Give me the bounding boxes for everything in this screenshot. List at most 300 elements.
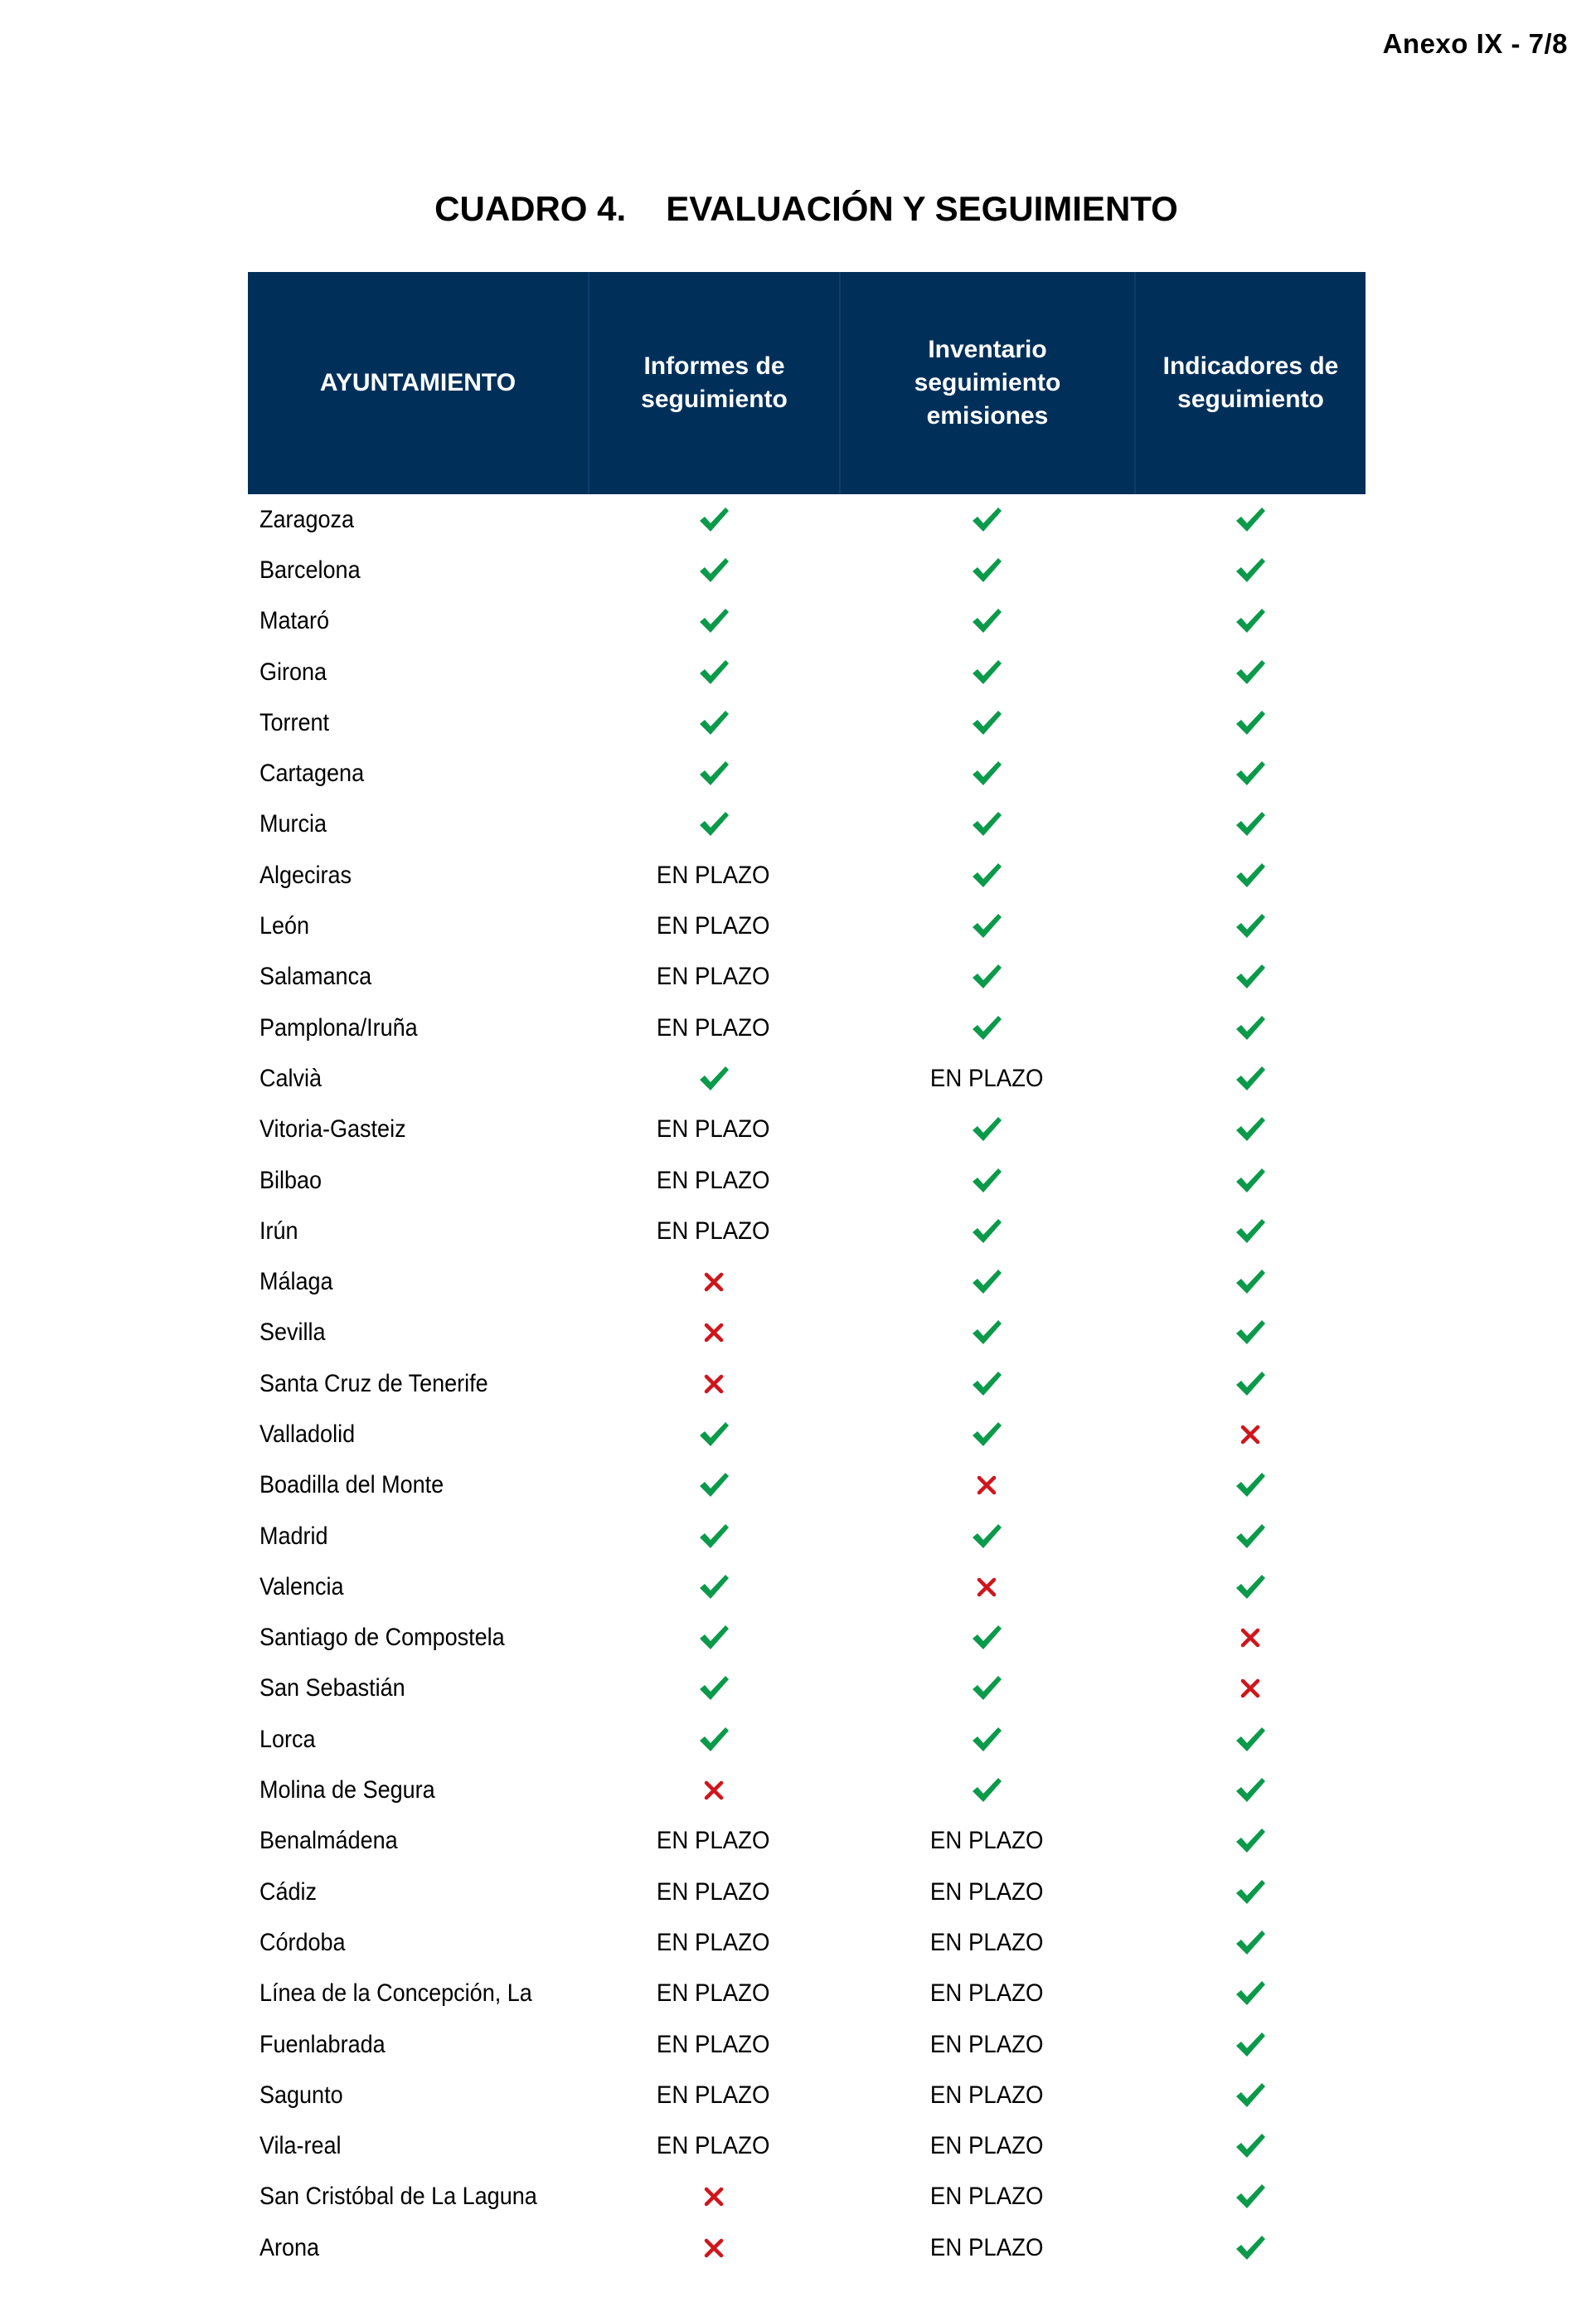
- status-text: EN PLAZO: [657, 1827, 770, 1855]
- status-text: EN PLAZO: [657, 1166, 770, 1194]
- check-icon: [970, 1672, 1003, 1705]
- table-row: [248, 901, 1366, 951]
- municipality-name: Barcelona: [260, 556, 361, 584]
- informes-cell: [588, 2121, 839, 2172]
- page-label: Anexo IX - 7/8: [1382, 28, 1568, 59]
- inventario-cell: [839, 1308, 1134, 1358]
- municipality-cell: [248, 1714, 588, 1765]
- informes-cell: [588, 1053, 839, 1104]
- check-icon: [1234, 1774, 1267, 1807]
- check-icon: [1234, 859, 1267, 892]
- informes-cell: [588, 1409, 839, 1459]
- municipality-name: Santa Cruz de Tenerife: [260, 1369, 488, 1397]
- cross-icon: [701, 2184, 726, 2209]
- check-icon: [970, 1367, 1003, 1401]
- municipality-name: Irún: [260, 1217, 298, 1245]
- table-row: [248, 1358, 1366, 1409]
- check-icon: [1234, 707, 1267, 740]
- column-header-inventario: Inventario seguimiento emisiones: [839, 272, 1134, 494]
- check-icon: [697, 707, 730, 740]
- informes-cell: [588, 1105, 839, 1155]
- indicadores-cell: [1134, 1613, 1366, 1663]
- status-text: EN PLAZO: [657, 861, 770, 889]
- informes-cell: [588, 494, 839, 545]
- indicadores-cell: [1134, 1053, 1366, 1104]
- municipality-cell: [248, 2019, 588, 2070]
- table-row: [248, 697, 1366, 748]
- check-icon: [697, 605, 730, 638]
- municipality-name: Madrid: [260, 1522, 328, 1550]
- status-text: EN PLAZO: [929, 1928, 1044, 1956]
- municipality-cell: [248, 1053, 588, 1104]
- inventario-cell: [839, 799, 1134, 850]
- table-title: EVALUACIÓN Y SEGUIMIENTO: [666, 189, 1178, 228]
- table-row: [248, 596, 1366, 647]
- check-icon: [1234, 1316, 1267, 1349]
- status-text: EN PLAZO: [929, 1877, 1044, 1906]
- table-row: [248, 1460, 1366, 1511]
- municipality-name: Murcia: [260, 810, 327, 838]
- check-icon: [1234, 2130, 1267, 2163]
- inventario-cell: [839, 1206, 1134, 1256]
- check-icon: [970, 1164, 1003, 1197]
- municipality-cell: [248, 1105, 588, 1155]
- municipality-name: Zaragoza: [260, 505, 355, 533]
- inventario-cell: [839, 1053, 1134, 1104]
- cross-icon: [974, 1575, 999, 1600]
- check-icon: [970, 1621, 1003, 1654]
- inventario-cell: [839, 647, 1134, 697]
- status-text: EN PLAZO: [657, 912, 770, 940]
- check-icon: [1234, 656, 1267, 689]
- municipality-name: Valladolid: [260, 1420, 356, 1448]
- check-icon: [970, 1215, 1003, 1248]
- informes-cell: [588, 2172, 839, 2222]
- table-row: [248, 799, 1366, 850]
- informes-cell: [588, 1256, 839, 1307]
- indicadores-cell: [1134, 494, 1366, 545]
- inventario-cell: [839, 1816, 1134, 1867]
- check-icon: [697, 1418, 730, 1451]
- informes-cell: [588, 1308, 839, 1358]
- status-text: EN PLAZO: [929, 1827, 1044, 1855]
- status-text: EN PLAZO: [657, 1217, 770, 1245]
- table-body: [248, 494, 1366, 2273]
- indicadores-cell: [1134, 1714, 1366, 1765]
- status-text: EN PLAZO: [929, 2233, 1044, 2261]
- status-text: EN PLAZO: [929, 1064, 1044, 1092]
- informes-cell: [588, 1358, 839, 1409]
- municipality-cell: [248, 1256, 588, 1307]
- check-icon: [970, 1316, 1003, 1349]
- informes-cell: [588, 1511, 839, 1561]
- indicadores-cell: [1134, 850, 1366, 901]
- check-icon: [697, 1520, 730, 1553]
- indicadores-cell: [1134, 1308, 1366, 1358]
- indicadores-cell: [1134, 596, 1366, 647]
- informes-cell: [588, 1867, 839, 1917]
- check-icon: [697, 1672, 730, 1705]
- check-icon: [1234, 1215, 1267, 1248]
- table-row: [248, 1765, 1366, 1815]
- check-icon: [1234, 554, 1267, 587]
- informes-cell: [588, 1561, 839, 1612]
- table-row: [248, 1256, 1366, 1307]
- table-row: [248, 2172, 1366, 2222]
- municipality-name: Vila-real: [260, 2132, 342, 2160]
- municipality-cell: [248, 647, 588, 697]
- check-icon: [1234, 1723, 1267, 1756]
- indicadores-cell: [1134, 2070, 1366, 2120]
- inventario-cell: [839, 2172, 1134, 2222]
- informes-cell: [588, 901, 839, 951]
- municipality-cell: [248, 596, 588, 647]
- municipality-cell: [248, 748, 588, 799]
- municipality-name: Arona: [260, 2233, 320, 2261]
- municipality-cell: [248, 2172, 588, 2222]
- inventario-cell: [839, 2070, 1134, 2120]
- status-text: EN PLAZO: [657, 2081, 770, 2109]
- cross-icon: [701, 1372, 726, 1396]
- municipality-name: León: [260, 912, 310, 940]
- municipality-cell: [248, 850, 588, 901]
- indicadores-cell: [1134, 697, 1366, 748]
- municipality-name: Salamanca: [260, 963, 372, 991]
- municipality-cell: [248, 1969, 588, 2019]
- indicadores-cell: [1134, 1816, 1366, 1867]
- municipality-cell: [248, 1765, 588, 1815]
- cross-icon: [1238, 1625, 1263, 1650]
- table-row: [248, 952, 1366, 1003]
- check-icon: [970, 1265, 1003, 1299]
- municipality-cell: [248, 2070, 588, 2120]
- municipality-cell: [248, 494, 588, 545]
- check-icon: [1234, 808, 1267, 841]
- indicadores-cell: [1134, 1409, 1366, 1459]
- check-icon: [970, 707, 1003, 740]
- municipality-name: Molina de Segura: [260, 1776, 435, 1804]
- table-row: [248, 1561, 1366, 1612]
- inventario-cell: [839, 748, 1134, 799]
- status-text: EN PLAZO: [657, 2132, 770, 2160]
- table-row: [248, 1308, 1366, 1358]
- municipality-name: Valencia: [260, 1572, 344, 1600]
- inventario-cell: [839, 1663, 1134, 1714]
- inventario-cell: [839, 1765, 1134, 1815]
- table-row: [248, 1155, 1366, 1206]
- check-icon: [970, 605, 1003, 638]
- inventario-cell: [839, 1358, 1134, 1409]
- municipality-cell: [248, 1816, 588, 1867]
- municipality-cell: [248, 1867, 588, 1917]
- inventario-cell: [839, 697, 1134, 748]
- informes-cell: [588, 799, 839, 850]
- municipality-name: Lorca: [260, 1725, 316, 1753]
- municipality-cell: [248, 1613, 588, 1663]
- check-icon: [1234, 605, 1267, 638]
- status-text: EN PLAZO: [657, 1928, 770, 1956]
- table-row: [248, 2019, 1366, 2070]
- municipality-name: Calvià: [260, 1064, 323, 1092]
- indicadores-cell: [1134, 1256, 1366, 1307]
- inventario-cell: [839, 1460, 1134, 1511]
- indicadores-cell: [1134, 1969, 1366, 2019]
- table-row: [248, 1816, 1366, 1867]
- informes-cell: [588, 1714, 839, 1765]
- cross-icon: [701, 2236, 726, 2261]
- inventario-cell: [839, 952, 1134, 1003]
- check-icon: [697, 1571, 730, 1604]
- column-header-ayuntamiento: AYUNTAMIENTO: [319, 369, 517, 396]
- municipality-name: Pamplona/Iruña: [260, 1013, 418, 1042]
- municipality-name: Benalmádena: [260, 1827, 398, 1855]
- status-text: EN PLAZO: [657, 963, 770, 991]
- check-icon: [970, 656, 1003, 689]
- table-row: [248, 1003, 1366, 1053]
- inventario-cell: [839, 545, 1134, 595]
- evaluation-table: [248, 272, 1366, 2273]
- status-text: EN PLAZO: [929, 2132, 1044, 2160]
- check-icon: [1234, 757, 1267, 790]
- check-icon: [697, 1062, 730, 1095]
- check-icon: [1234, 2180, 1267, 2213]
- municipality-cell: [248, 799, 588, 850]
- municipality-name: Sagunto: [260, 2081, 343, 2109]
- municipality-name: Cádiz: [260, 1877, 318, 1906]
- municipality-name: Fuenlabrada: [260, 2030, 386, 2058]
- inventario-cell: [839, 2121, 1134, 2172]
- indicadores-cell: [1134, 1460, 1366, 1511]
- indicadores-cell: [1134, 2019, 1366, 2070]
- indicadores-cell: [1134, 952, 1366, 1003]
- table-row: [248, 1206, 1366, 1256]
- check-icon: [697, 554, 730, 587]
- check-icon: [970, 1113, 1003, 1146]
- status-text: EN PLAZO: [929, 2183, 1044, 2211]
- indicadores-cell: [1134, 748, 1366, 799]
- municipality-cell: [248, 2121, 588, 2172]
- municipality-cell: [248, 952, 588, 1003]
- table-row: [248, 1714, 1366, 1765]
- check-icon: [970, 503, 1003, 537]
- cross-icon: [974, 1473, 999, 1498]
- check-icon: [1234, 910, 1267, 943]
- table-number: CUADRO 4.: [434, 189, 627, 228]
- informes-cell: [588, 1206, 839, 1256]
- indicadores-cell: [1134, 1358, 1366, 1409]
- informes-cell: [588, 647, 839, 697]
- municipality-name: Boadilla del Monte: [260, 1471, 444, 1499]
- municipality-cell: [248, 2222, 588, 2273]
- check-icon: [1234, 1012, 1267, 1045]
- municipality-name: Línea de la Concepción, La: [260, 1979, 532, 2008]
- status-text: EN PLAZO: [929, 2030, 1044, 2058]
- status-text: EN PLAZO: [657, 1013, 770, 1042]
- indicadores-cell: [1134, 799, 1366, 850]
- municipality-name: Cartagena: [260, 760, 365, 788]
- check-icon: [1234, 1469, 1267, 1502]
- municipality-name: Algeciras: [260, 861, 352, 889]
- status-text: EN PLAZO: [929, 2081, 1044, 2109]
- check-icon: [1234, 503, 1267, 537]
- check-icon: [697, 808, 730, 841]
- indicadores-cell: [1134, 1867, 1366, 1917]
- informes-cell: [588, 1765, 839, 1815]
- table-row: [248, 2070, 1366, 2120]
- indicadores-cell: [1134, 1765, 1366, 1815]
- municipality-cell: [248, 1206, 588, 1256]
- indicadores-cell: [1134, 2121, 1366, 2172]
- check-icon: [1234, 1977, 1267, 2010]
- informes-cell: [588, 1460, 839, 1511]
- indicadores-cell: [1134, 1003, 1366, 1053]
- table-row: [248, 748, 1366, 799]
- inventario-cell: [839, 1409, 1134, 1459]
- check-icon: [970, 1723, 1003, 1756]
- table-row: [248, 1613, 1366, 1663]
- table-row: [248, 1105, 1366, 1155]
- municipality-name: Mataró: [260, 607, 330, 635]
- check-icon: [970, 757, 1003, 790]
- municipality-name: Málaga: [260, 1268, 333, 1296]
- inventario-cell: [839, 596, 1134, 647]
- municipality-name: Vitoria-Gasteiz: [260, 1115, 406, 1144]
- inventario-cell: [839, 1969, 1134, 2019]
- column-header-indicadores: Indicadores de seguimiento: [1134, 272, 1366, 494]
- informes-cell: [588, 1663, 839, 1714]
- indicadores-cell: [1134, 1511, 1366, 1561]
- informes-cell: [588, 697, 839, 748]
- check-icon: [1234, 1265, 1267, 1299]
- check-icon: [1234, 1571, 1267, 1604]
- indicadores-cell: [1134, 1155, 1366, 1206]
- check-icon: [970, 960, 1003, 993]
- informes-cell: [588, 2070, 839, 2120]
- municipality-cell: [248, 901, 588, 951]
- informes-cell: [588, 1969, 839, 2019]
- cross-icon: [1238, 1422, 1263, 1447]
- informes-cell: [588, 2019, 839, 2070]
- informes-cell: [588, 2222, 839, 2273]
- informes-cell: [588, 1613, 839, 1663]
- check-icon: [1234, 1876, 1267, 1909]
- municipality-cell: [248, 1460, 588, 1511]
- check-icon: [697, 503, 730, 537]
- inventario-cell: [839, 1917, 1134, 1968]
- cross-icon: [701, 1778, 726, 1803]
- municipality-name: San Sebastián: [260, 1674, 405, 1702]
- check-icon: [970, 910, 1003, 943]
- municipality-name: Santiago de Compostela: [260, 1624, 505, 1652]
- check-icon: [1234, 2028, 1267, 2062]
- check-icon: [970, 1774, 1003, 1807]
- check-icon: [1234, 2232, 1267, 2265]
- municipality-name: Torrent: [260, 708, 330, 736]
- inventario-cell: [839, 1511, 1134, 1561]
- table-row: [248, 1409, 1366, 1459]
- check-icon: [1234, 2079, 1267, 2112]
- check-icon: [697, 1469, 730, 1502]
- indicadores-cell: [1134, 1663, 1366, 1714]
- inventario-cell: [839, 1003, 1134, 1053]
- inventario-cell: [839, 1714, 1134, 1765]
- municipality-cell: [248, 1358, 588, 1409]
- check-icon: [1234, 960, 1267, 993]
- informes-cell: [588, 1003, 839, 1053]
- table-row: [248, 1511, 1366, 1561]
- check-icon: [970, 859, 1003, 892]
- table-row: [248, 2222, 1366, 2273]
- municipality-name: Girona: [260, 658, 327, 686]
- inventario-cell: [839, 494, 1134, 545]
- informes-cell: [588, 596, 839, 647]
- check-icon: [697, 1621, 730, 1654]
- informes-cell: [588, 1917, 839, 1968]
- check-icon: [970, 808, 1003, 841]
- check-icon: [970, 554, 1003, 587]
- inventario-cell: [839, 850, 1134, 901]
- status-text: EN PLAZO: [657, 1877, 770, 1906]
- check-icon: [970, 1520, 1003, 1553]
- informes-cell: [588, 850, 839, 901]
- inventario-cell: [839, 1561, 1134, 1612]
- check-icon: [697, 656, 730, 689]
- check-icon: [1234, 1367, 1267, 1401]
- indicadores-cell: [1134, 647, 1366, 697]
- table-row: [248, 494, 1366, 545]
- inventario-cell: [839, 1105, 1134, 1155]
- municipality-cell: [248, 1409, 588, 1459]
- municipality-cell: [248, 697, 588, 748]
- indicadores-cell: [1134, 2222, 1366, 2273]
- table-row: [248, 647, 1366, 697]
- check-icon: [1234, 1926, 1267, 1960]
- inventario-cell: [839, 2019, 1134, 2070]
- status-text: EN PLAZO: [657, 1979, 770, 2008]
- municipality-name: San Cristóbal de La Laguna: [260, 2183, 537, 2211]
- table-row: [248, 1969, 1366, 2019]
- check-icon: [697, 1723, 730, 1756]
- informes-cell: [588, 545, 839, 595]
- municipality-cell: [248, 1917, 588, 1968]
- inventario-cell: [839, 1613, 1134, 1663]
- check-icon: [1234, 1520, 1267, 1553]
- inventario-cell: [839, 1867, 1134, 1917]
- check-icon: [1234, 1824, 1267, 1858]
- check-icon: [970, 1012, 1003, 1045]
- municipality-cell: [248, 1155, 588, 1206]
- check-icon: [697, 757, 730, 790]
- indicadores-cell: [1134, 545, 1366, 595]
- informes-cell: [588, 952, 839, 1003]
- indicadores-cell: [1134, 1561, 1366, 1612]
- status-text: EN PLAZO: [657, 2030, 770, 2058]
- municipality-name: Bilbao: [260, 1166, 323, 1194]
- cross-icon: [701, 1320, 726, 1345]
- informes-cell: [588, 1816, 839, 1867]
- check-icon: [1234, 1113, 1267, 1146]
- inventario-cell: [839, 901, 1134, 951]
- inventario-cell: [839, 1256, 1134, 1307]
- municipality-name: Sevilla: [260, 1319, 326, 1347]
- indicadores-cell: [1134, 901, 1366, 951]
- municipality-cell: [248, 1561, 588, 1612]
- municipality-cell: [248, 1511, 588, 1561]
- inventario-cell: [839, 2222, 1134, 2273]
- table-row: [248, 1867, 1366, 1917]
- table-row: [248, 1917, 1366, 1968]
- municipality-cell: [248, 1003, 588, 1053]
